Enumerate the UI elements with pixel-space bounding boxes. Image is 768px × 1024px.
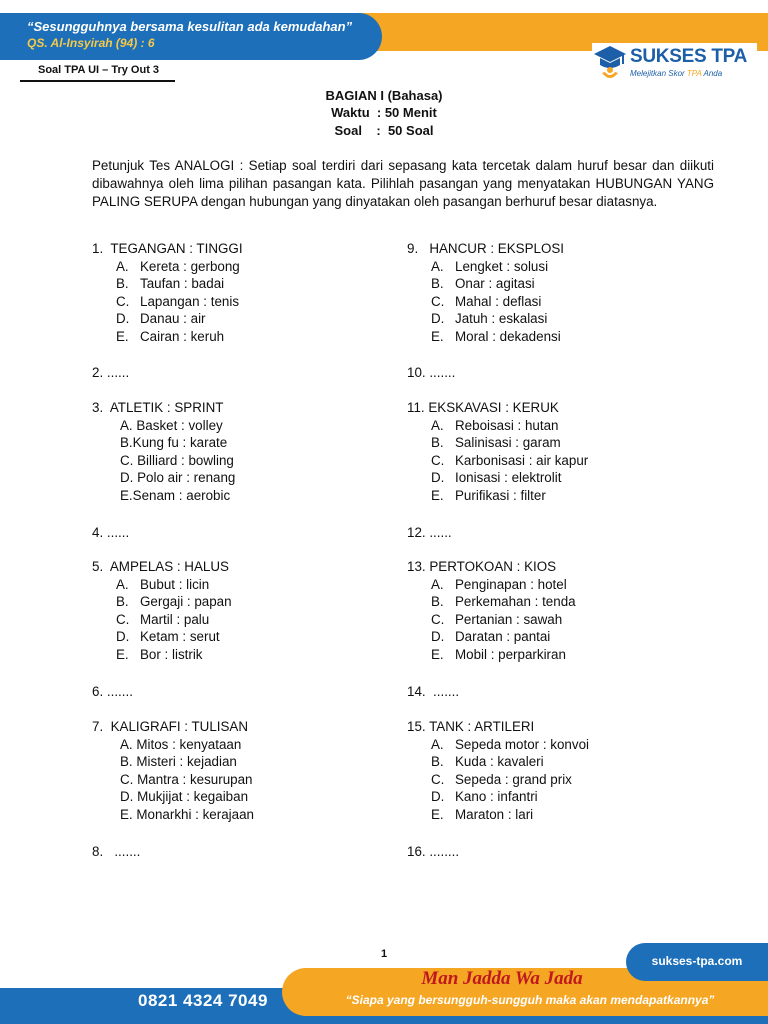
option-a [407, 258, 707, 276]
option-text: Jatuh : eskalasi [455, 311, 548, 327]
option-text: Gergaji : papan [140, 594, 232, 610]
footer-slogan: “Siapa yang bersungguh-sungguh maka akan mendapatkannya” [345, 993, 715, 1007]
option-text: Kano : infantri [455, 789, 538, 805]
question-6-placeholder: 6. ....... [92, 684, 133, 699]
question-count: Soal : 50 Soal [334, 123, 434, 138]
option-text: Kereta : gerbong [140, 258, 240, 274]
question-3 [92, 399, 392, 505]
option-letter: E. [431, 646, 444, 662]
option-text: Bor : listrik [140, 646, 203, 662]
option-text: Moral : dekadensi [455, 328, 561, 344]
question-1 [92, 240, 392, 346]
option-d [407, 628, 707, 646]
option-letter: E. [116, 328, 129, 344]
option-d: D. Polo air : renang [120, 470, 236, 486]
question-stem: 13. PERTOKOAN : KIOS [407, 559, 557, 574]
option-e: E. Monarkhi : kerajaan [120, 806, 254, 822]
option-text: Mobil : perparkiran [455, 646, 566, 662]
question-2-placeholder: 2. ...... [92, 365, 130, 380]
option-letter: E. [431, 328, 444, 344]
section-title: BAGIAN I (Bahasa) [325, 88, 443, 103]
option-e [92, 328, 392, 346]
option-text: Cairan : keruh [140, 328, 225, 344]
option-text: Maraton : lari [455, 806, 534, 822]
option-b [407, 753, 707, 771]
option-text: Mahal : deflasi [455, 293, 542, 309]
option-c: C. Billiard : bowling [120, 452, 234, 468]
time-limit: Waktu : 50 Menit [331, 105, 437, 120]
option-b: B. Misteri : kejadian [120, 754, 237, 770]
option-letter: B. [116, 594, 129, 610]
option-letter: E. [431, 487, 444, 503]
option-letter: B. [431, 594, 444, 610]
option-letter: D. [431, 629, 445, 645]
option-c [92, 611, 392, 629]
option-e [92, 646, 392, 664]
question-16-placeholder: 16. ........ [407, 844, 460, 859]
logo-wordmark: SUKSES TPA [630, 46, 748, 67]
question-5 [92, 558, 392, 664]
question-11 [407, 399, 707, 505]
option-text: Pertanian : sawah [455, 611, 563, 627]
question-stem: 1. TEGANGAN : TINGGI [92, 241, 243, 256]
option-text: Penginapan : hotel [455, 576, 567, 592]
option-text: Ionisasi : elektrolit [455, 470, 562, 486]
option-text: Ketam : serut [140, 629, 220, 645]
option-b [92, 275, 392, 293]
option-letter: A. [116, 576, 129, 592]
option-letter: A. [431, 258, 444, 274]
website-link[interactable]: sukses-tpa.com [651, 954, 743, 968]
option-text: Taufan : badai [140, 276, 225, 292]
option-letter: D. [431, 311, 445, 327]
question-7 [92, 718, 392, 824]
option-e: E.Senam : aerobic [120, 487, 231, 503]
option-letter: D. [116, 629, 130, 645]
option-letter: C. [431, 452, 445, 468]
question-stem: 5. AMPELAS : HALUS [92, 559, 229, 574]
contact-phone: 0821 4324 7049 [138, 991, 268, 1010]
option-a [407, 576, 707, 594]
question-13 [407, 558, 707, 664]
option-letter: B. [431, 276, 444, 292]
option-b [407, 593, 707, 611]
question-stem: 9. HANCUR : EKSPLOSI [407, 241, 565, 256]
option-text: Lengket : solusi [455, 258, 549, 274]
option-letter: D. [116, 311, 130, 327]
option-a: A. Basket : volley [120, 417, 223, 433]
question-12-placeholder: 12. ...... [407, 525, 452, 540]
question-stem: 15. TANK : ARTILERI [407, 719, 535, 734]
option-a [407, 417, 707, 435]
header-citation: QS. Al-Insyirah (94) : 6 [27, 36, 155, 50]
option-d [92, 310, 392, 328]
option-text: Bubut : licin [140, 576, 210, 592]
option-letter: E. [116, 646, 129, 662]
header-quote: “Sesungguhnya bersama kesulitan ada kemudahan” [27, 19, 353, 34]
option-letter: B. [116, 276, 129, 292]
question-15 [407, 718, 707, 824]
option-c: C. Mantra : kesurupan [120, 771, 253, 787]
option-letter: B. [431, 754, 444, 770]
option-c [407, 452, 707, 470]
option-b: B.Kung fu : karate [120, 435, 228, 451]
option-a [92, 258, 392, 276]
option-text: Danau : air [140, 311, 206, 327]
page-number: 1 [380, 948, 388, 960]
option-letter: A. [431, 736, 444, 752]
question-10-placeholder: 10. ....... [407, 365, 456, 380]
option-d: D. Mukjijat : kegaiban [120, 789, 249, 805]
option-d [407, 469, 707, 487]
question-9 [407, 240, 707, 346]
option-letter: C. [431, 293, 445, 309]
logo-tagline-main: Melejitkan Skor [630, 69, 687, 78]
question-8-placeholder: 8. ....... [92, 844, 141, 859]
option-letter: A. [116, 258, 129, 274]
option-letter: E. [431, 806, 444, 822]
option-c [407, 293, 707, 311]
option-text: Onar : agitasi [455, 276, 535, 292]
option-letter: C. [431, 771, 445, 787]
option-text: Sepeda : grand prix [455, 771, 572, 787]
option-letter: C. [116, 293, 130, 309]
option-d [407, 310, 707, 328]
option-c [407, 611, 707, 629]
graduation-cap-icon [592, 43, 628, 83]
option-text: Kuda : kavaleri [455, 754, 544, 770]
question-stem: 7. KALIGRAFI : TULISAN [92, 719, 249, 734]
logo-tagline-accent: TPA [686, 69, 702, 78]
option-c [407, 771, 707, 789]
footer-motto: Man Jadda Wa Jada [421, 968, 583, 989]
option-text: Sepeda motor : konvoi [455, 736, 589, 752]
option-b [407, 275, 707, 293]
option-a [92, 576, 392, 594]
option-letter: C. [116, 611, 130, 627]
option-letter: C. [431, 611, 445, 627]
option-text: Karbonisasi : air kapur [455, 452, 589, 468]
option-text: Salinisasi : garam [455, 435, 561, 451]
logo-tagline-end: Anda [701, 69, 723, 78]
sukses-tpa-logo [592, 43, 757, 83]
option-b [92, 593, 392, 611]
question-14-placeholder: 14. ....... [407, 684, 460, 699]
logo-tagline [630, 69, 722, 78]
option-letter: A. [431, 576, 444, 592]
option-e [407, 806, 707, 824]
option-d [92, 628, 392, 646]
option-a: A. Mitos : kenyataan [120, 736, 242, 752]
question-stem: 3. ATLETIK : SPRINT [92, 400, 224, 415]
option-text: Reboisasi : hutan [455, 417, 559, 433]
question-stem: 11. EKSKAVASI : KERUK [407, 400, 559, 415]
option-a [407, 736, 707, 754]
option-letter: B. [431, 435, 444, 451]
option-d [407, 788, 707, 806]
option-text: Perkemahan : tenda [455, 594, 576, 610]
option-e [407, 328, 707, 346]
option-e [407, 646, 707, 664]
option-text: Purifikasi : filter [455, 487, 546, 503]
question-4-placeholder: 4. ...... [92, 525, 130, 540]
option-text: Daratan : pantai [455, 629, 551, 645]
option-letter: A. [431, 417, 444, 433]
option-letter: D. [431, 789, 445, 805]
instructions: Petunjuk Tes ANALOGI : Setiap soal terdiri dari sepasang kata tercetak dalam huruf besar dan diikuti dibawahnya oleh lima pilihan pasangan kata. Pilihlah pasangan yang menyatakan HUBUNGAN YANG PALING SERUPA dengan hubungan yang dinyatakan oleh pasangan berhuruf besar diatasnya. [92, 158, 714, 209]
option-letter: D. [431, 470, 445, 486]
document-label: Soal TPA UI – Try Out 3 [38, 64, 160, 76]
header-divider [20, 80, 175, 82]
option-text: Martil : palu [140, 611, 210, 627]
option-e [407, 487, 707, 505]
option-c [92, 293, 392, 311]
option-b [407, 434, 707, 452]
option-text: Lapangan : tenis [140, 293, 240, 309]
